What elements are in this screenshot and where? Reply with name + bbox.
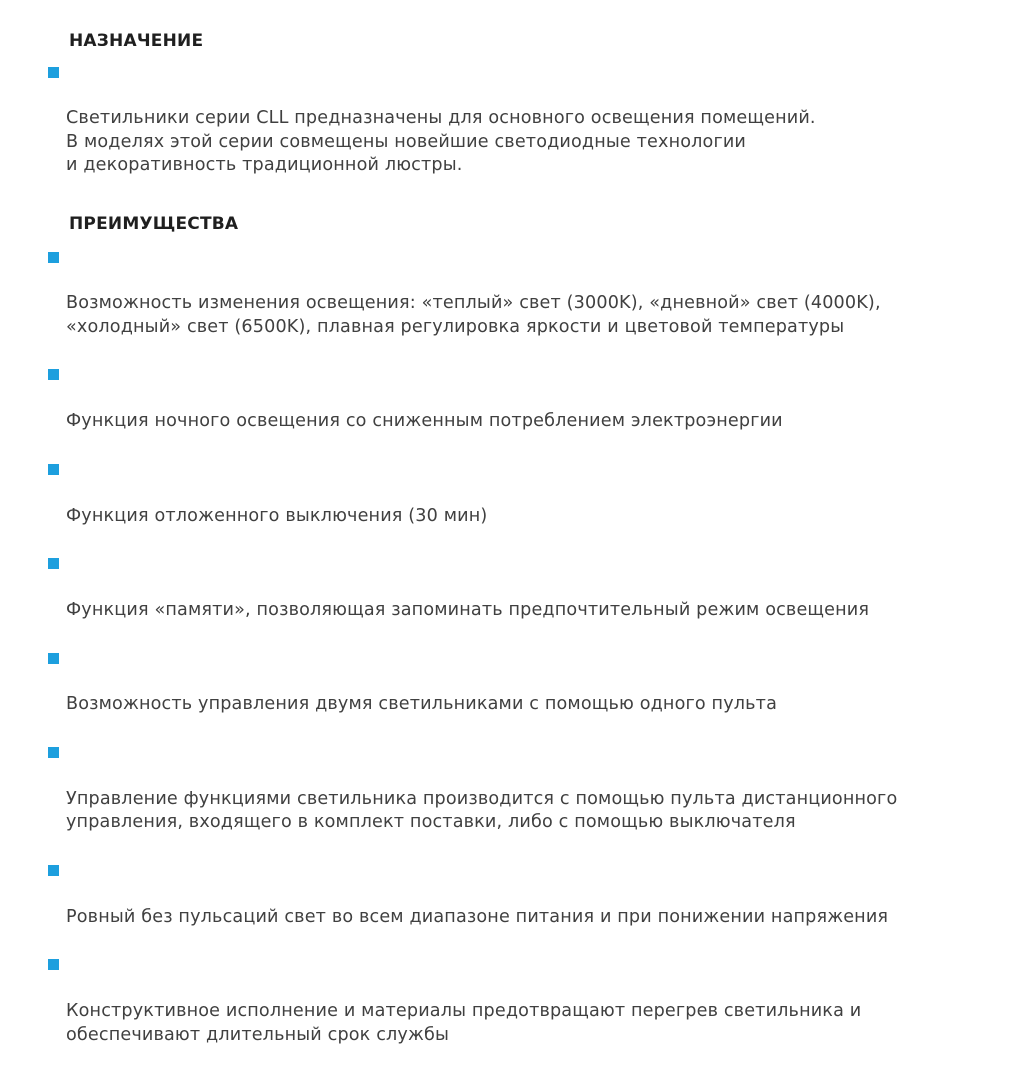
- square-bullet-icon: [48, 747, 59, 758]
- square-bullet-icon: [48, 369, 59, 380]
- section-heading-advantages: ПРЕИМУЩЕСТВА: [69, 214, 239, 234]
- list-item: [48, 552, 978, 646]
- list-item: [48, 740, 978, 858]
- square-bullet-icon: [48, 252, 59, 263]
- list-item-text: Управление функциями светильника производится с помощью пульта дистанционного управления, входящего в комплект поставки, либо с помощью выключателя: [66, 788, 898, 833]
- list-item-text: Возможность управления двумя светильниками с помощью одного пульта: [66, 694, 778, 715]
- square-bullet-icon: [48, 865, 59, 876]
- list-item-text: Светильники серии CLL предназначены для основного освещения помещений. В моделях этой серии совмещены новейшие светодиодные технологии и декоративность традиционной люстры.: [66, 108, 816, 175]
- advantages-list: [48, 245, 978, 1071]
- square-bullet-icon: [48, 67, 59, 78]
- list-item-text: Возможность изменения освещения: «теплый» свет (3000K), «дневной» свет (4000K), «холодный» свет (6500K), плавная регулировка яркости и цветовой температуры: [66, 293, 881, 337]
- purpose-list: [48, 60, 978, 201]
- list-item-text: Ровный без пульсаций свет во всем диапазоне питания и при понижении напряжения: [66, 906, 889, 927]
- list-item: [48, 457, 978, 551]
- square-bullet-icon: [48, 653, 59, 664]
- square-bullet-icon: [48, 959, 59, 970]
- list-item: [48, 858, 978, 952]
- list-item: [48, 646, 978, 740]
- list-item-text: Функция отложенного выключения (30 мин): [66, 505, 488, 526]
- list-item-text: Функция ночного освещения со сниженным потреблением электроэнергии: [66, 411, 783, 432]
- list-item: [48, 953, 978, 1071]
- list-item-text: Функция «памяти», позволяющая запоминать предпочтительный режим освещения: [66, 599, 870, 620]
- section-heading-purpose: НАЗНАЧЕНИЕ: [69, 31, 204, 51]
- list-item: [48, 363, 978, 457]
- list-item-text: Конструктивное исполнение и материалы предотвращают перегрев светильника и обеспечивают длительный срок службы: [66, 1001, 862, 1045]
- list-item: [48, 60, 978, 201]
- square-bullet-icon: [48, 464, 59, 475]
- list-item: [48, 245, 978, 363]
